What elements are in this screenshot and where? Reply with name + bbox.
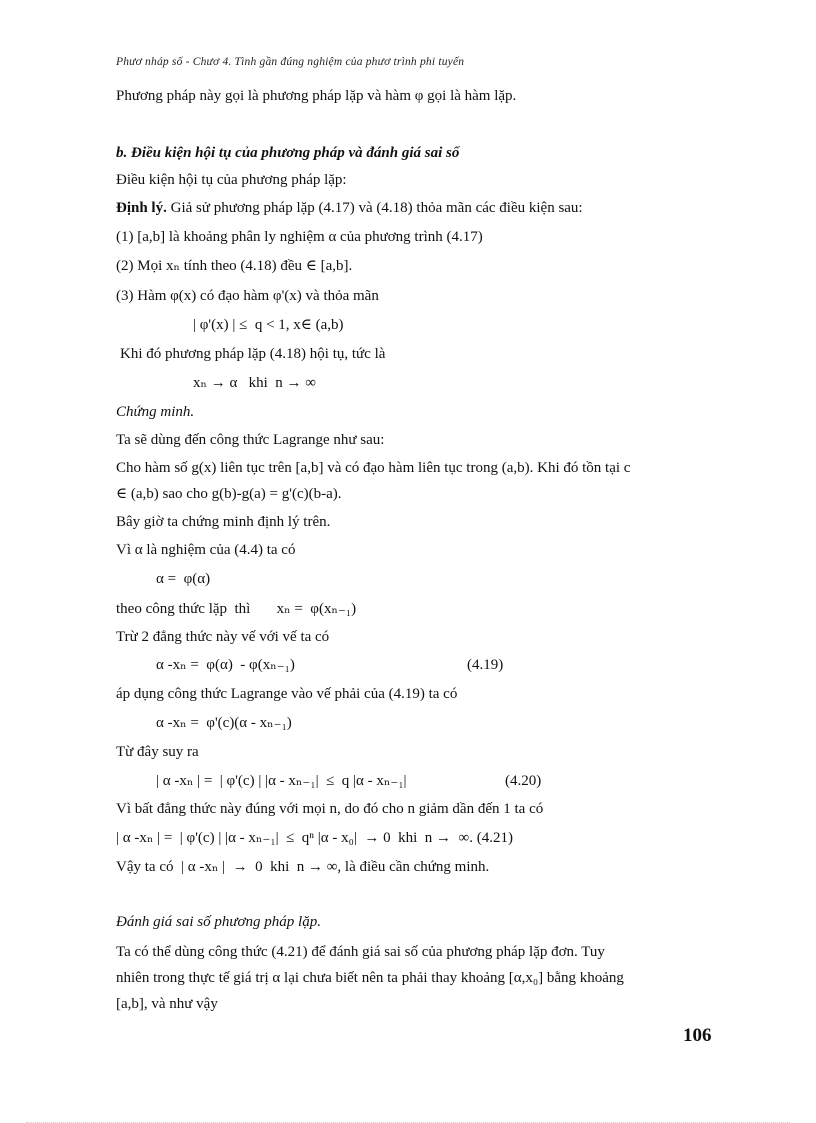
paragraph-line: Trừ 2 đẳng thức này vế với vế ta có <box>116 629 330 645</box>
paragraph-line: Vì α là nghiệm của (4.4) ta có <box>116 542 296 558</box>
paragraph-line: Từ đây suy ra <box>116 744 199 760</box>
paragraph-line: Khi đó phương pháp lặp (4.18) hội tụ, tức là <box>120 346 386 362</box>
paragraph-line: [a,b], và như vậy <box>116 996 218 1012</box>
paragraph-line: Cho hàm số g(x) liên tục trên [a,b] và có đạo hàm liên tục trong (a,b). Khi đó tồn tại c <box>116 460 631 476</box>
paragraph-line: Ta sẽ dùng đến công thức Lagrange như sau: <box>116 432 385 448</box>
proof-heading: Chứng minh. <box>116 404 195 420</box>
paragraph-line: Vì bất đẳng thức này đúng với mọi n, do đó cho n giảm dần đến 1 ta có <box>116 801 544 817</box>
condition-1: (1) [a,b] là khoảng phân ly nghiệm α của phương trình (4.17) <box>116 229 483 245</box>
equation-number: (4.20) <box>505 773 542 789</box>
paragraph-line: áp dụng công thức Lagrange vào vế phải của (4.19) ta có <box>116 686 458 702</box>
formula-fixed-point: α = φ(α) <box>156 571 211 587</box>
page-number: 106 <box>683 1025 712 1046</box>
paragraph-line: theo công thức lặp thì xₙ = φ(xₙ₋₁) <box>116 601 357 617</box>
theorem-line <box>116 198 583 218</box>
paragraph-line: Phương pháp này gọi là phương pháp lặp và hàm φ gọi là hàm lặp. <box>116 88 517 104</box>
paragraph-line: ∈ (a,b) sao cho g(b)-g(a) = g'(c)(b-a). <box>116 486 342 502</box>
subsection-heading: Đánh giá sai số phương pháp lặp. <box>116 914 321 930</box>
formula-lagrange: α -xₙ = φ'(c)(α - xₙ₋₁) <box>156 715 292 731</box>
paragraph-line: Vậy ta có | α -xₙ | → 0 khi n → ∞, là điều cần chứng minh. <box>116 859 490 875</box>
paragraph-line: Điều kiện hội tụ của phương pháp lặp: <box>116 172 347 188</box>
section-heading: b. Điều kiện hội tụ của phương pháp và đánh giá sai số <box>116 145 460 161</box>
condition-3: (3) Hàm φ(x) có đạo hàm φ'(x) và thỏa mãn <box>116 288 379 304</box>
formula-4-20: | α -xₙ | = | φ'(c) | |α - xₙ₋₁| ≤ q |α - xₙ₋₁| <box>156 773 407 789</box>
running-header: Phươ nháp số - Chươ 4. Tình gần đúng nghiệm của phươ trình phi tuyến <box>116 56 465 68</box>
equation-number: (4.19) <box>467 657 504 673</box>
paragraph-line: nhiên trong thực tế giá trị α lại chưa biết nên ta phải thay khoảng [α,x₀] bằng khoảng <box>116 970 624 986</box>
formula-4-19: α -xₙ = φ(α) - φ(xₙ₋₁) <box>156 657 295 673</box>
paragraph-line: Bây giờ ta chứng minh định lý trên. <box>116 514 331 530</box>
formula-4-21: | α -xₙ | = | φ'(c) | |α - xₙ₋₁| ≤ qⁿ |α - x₀| → 0 khi n → ∞. (4.21) <box>116 830 513 846</box>
formula-inequality: | φ'(x) | ≤ q < 1, x∈ (a,b) <box>193 317 344 333</box>
theorem-label: Định lý. <box>116 200 167 216</box>
formula-convergence: xₙ → α khi n → ∞ <box>193 375 316 391</box>
theorem-text: Giả sử phương pháp lặp (4.17) và (4.18) thỏa mãn các điều kiện sau: <box>166 200 583 216</box>
condition-2: (2) Mọi xₙ tính theo (4.18) đều ∈ [a,b]. <box>116 258 353 274</box>
paragraph-line: Ta có thể dùng công thức (4.21) để đánh giá sai số của phương pháp lặp đơn. Tuy <box>116 944 605 960</box>
